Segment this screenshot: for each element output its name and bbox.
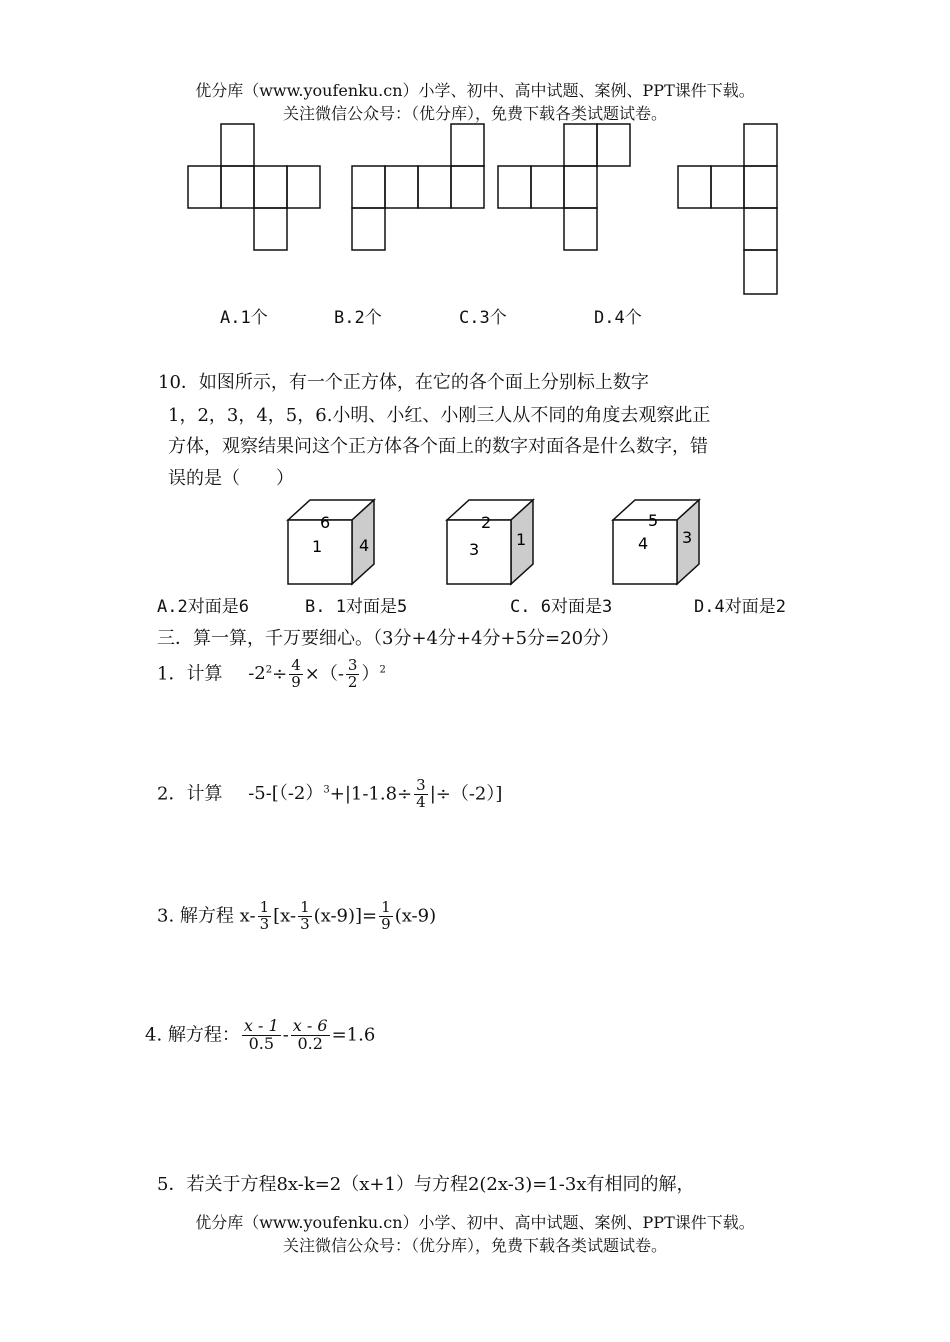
fraction: $\frac{1}{3}$ (300, 898, 310, 933)
cube-2-front-number: 3 (469, 540, 480, 559)
cube-1 (286, 498, 376, 588)
q10-line-4: 误的是（ ） (168, 468, 294, 489)
cube-1-top-number: 6 (320, 513, 331, 532)
footer-line-1: 优分库（www.youfenku.cn）小学、初中、高中试题、案例、PPT课件下载。 (195, 1213, 755, 1232)
problem-3: 3. 解方程 x- $\frac{1}{3}$ [x- $\frac{1}{3}$ (x-9)]= $\frac{1}{9}$ (x-9) (157, 898, 437, 933)
cube-1-front-number: 1 (312, 537, 323, 556)
net-3 (498, 124, 630, 250)
q10-line-1: 10．如图所示，有一个正方体，在它的各个面上分别标上数字 (158, 372, 649, 393)
cube-2 (445, 498, 535, 588)
cube-3-front-number: 4 (638, 534, 649, 553)
fraction: $\frac{4}{9}$ (291, 656, 301, 691)
q10-line-2: 1，2，3，4，5，6.小明、小红、小刚三人从不同的角度去观察此正 (168, 405, 711, 426)
problem-5: 5．若关于方程8x-k=2（x+1）与方程2(2x-3)=1-3x有相同的解， (157, 1174, 695, 1195)
cube-nets-figure (0, 0, 950, 320)
q10-option-b: B. 1对面是5 (305, 597, 408, 617)
q10-option-c: C. 6对面是3 (510, 597, 613, 617)
fraction: $\frac{x - 1}{0.5}$ (243, 1016, 279, 1053)
problem-2: 2．计算 $-5-[(-2)^3+|1-1.8\div$ $\frac{3}{4}$ |÷（-2）] (157, 776, 503, 811)
footer-line-2: 关注微信公众号：（优分库），免费下载各类试题试卷。 (282, 1236, 667, 1255)
fraction: $\frac{1}{9}$ (381, 898, 391, 933)
problem-1: 1．计算 $-2^2\div$ $\frac{4}{9}$ ×（- $\frac{3}{2}$ ）$^2$ (157, 656, 386, 691)
problem-4: 4. 解方程： $\frac{x - 1}{0.5}$ - $\frac{x - 6}{0.2}$ =1.6 (145, 1016, 376, 1053)
cube-1-side-number: 4 (359, 536, 370, 555)
q9-option-d: D.4个 (594, 308, 642, 328)
fraction: $\frac{1}{3}$ (259, 898, 270, 933)
problem-2-label: 2．计算 (157, 783, 223, 805)
problem-3-label: 3. 解方程 (157, 905, 234, 927)
q10-line-3: 方体，观察结果问这个正方体各个面上的数字对面各是什么数字，错 (168, 436, 708, 457)
cube-3-top-number: 5 (648, 511, 659, 530)
cube-2-top-number: 2 (481, 513, 492, 532)
header-line-2: 关注微信公众号：（优分库），免费下载各类试题试卷。 (282, 104, 667, 123)
problem-4-label: 4. 解方程： (145, 1024, 240, 1046)
header-line-1: 优分库（www.youfenku.cn）小学、初中、高中试题、案例、PPT课件下载。 (195, 81, 755, 100)
net-2 (352, 124, 484, 250)
q9-option-a: A.1个 (220, 308, 268, 328)
fraction: $\frac{3}{2}$ (347, 656, 358, 691)
q10-option-d: D.4对面是2 (694, 597, 786, 617)
cube-2-side-number: 1 (516, 530, 527, 549)
section-3-title: 三．算一算，千万要细心。（3分+4分+4分+5分=20分） (157, 628, 620, 649)
net-1 (188, 124, 320, 250)
fraction: $\frac{3}{4}$ (416, 776, 426, 811)
problem-1-label: 1．计算 (157, 663, 223, 685)
fraction: $\frac{x - 6}{0.2}$ (292, 1016, 328, 1053)
cube-3-side-number: 3 (682, 528, 693, 547)
q9-option-b: B.2个 (334, 308, 382, 328)
cube-3 (611, 498, 701, 588)
net-4 (678, 124, 777, 294)
q10-option-a: A.2对面是6 (157, 597, 249, 617)
q9-option-c: C.3个 (459, 308, 507, 328)
